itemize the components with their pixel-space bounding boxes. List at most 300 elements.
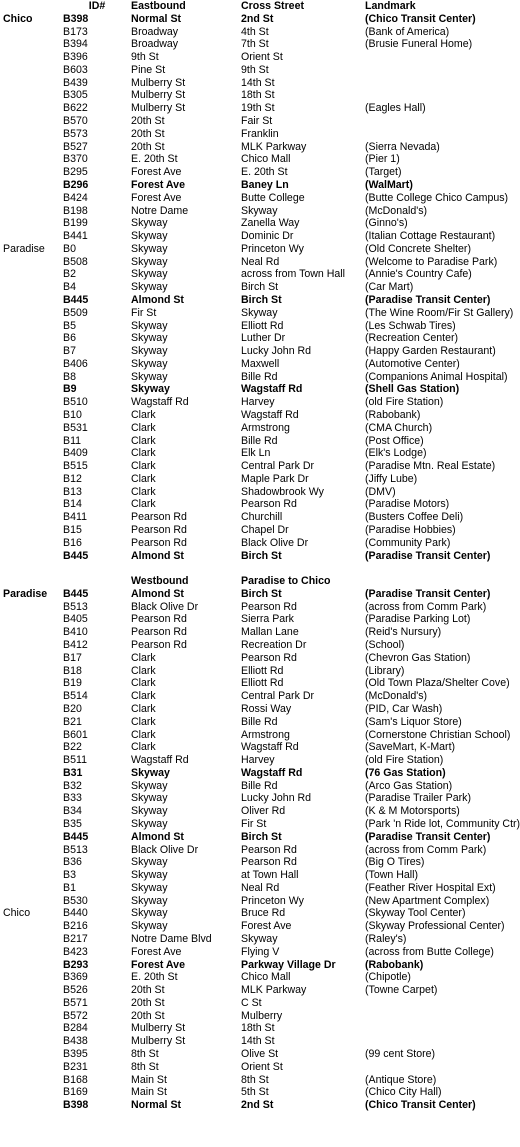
table-row bbox=[0, 192, 500, 205]
stop-id-cell: B573 bbox=[63, 127, 88, 140]
landmark-cell bbox=[365, 128, 500, 141]
area-cell bbox=[0, 754, 63, 767]
table-row bbox=[0, 703, 500, 716]
landmark-header: Landmark bbox=[365, 0, 416, 12]
area-cell bbox=[0, 652, 63, 665]
table-row bbox=[0, 997, 500, 1010]
landmark-cell: (Raley's) bbox=[365, 933, 407, 946]
street-cell: Black Olive Dr bbox=[131, 843, 199, 856]
landmark-cell: (Towne Carpet) bbox=[365, 984, 438, 997]
street-cell: Almond St bbox=[131, 830, 184, 843]
street-cell: Skyway bbox=[131, 779, 168, 792]
landmark-cell: (76 Gas Station) bbox=[365, 766, 446, 779]
street-cell: Skyway bbox=[131, 817, 168, 830]
street-cell: Skyway bbox=[131, 805, 168, 818]
landmark-cell: (Eagles Hall) bbox=[365, 102, 426, 115]
cross-street-cell: 4th St bbox=[241, 25, 269, 38]
cross-street-cell: E. 20th St bbox=[241, 166, 288, 179]
landmark-cell: (Paradise Hobbies) bbox=[365, 524, 456, 537]
area-cell: Paradise bbox=[3, 242, 45, 255]
cross-street-cell: Chapel Dr bbox=[241, 524, 289, 537]
stop-id-cell: B199 bbox=[63, 217, 88, 230]
street-cell: Fir St bbox=[131, 306, 157, 319]
street-cell: Notre Dame Blvd bbox=[131, 933, 212, 946]
area-cell bbox=[0, 716, 63, 729]
street-cell: Notre Dame bbox=[131, 204, 189, 217]
cross-street-cell: Fair St bbox=[241, 115, 273, 128]
street-cell: E. 20th St bbox=[131, 971, 178, 984]
stop-id-cell: B445 bbox=[63, 293, 89, 306]
table-row bbox=[0, 1061, 500, 1074]
area-cell bbox=[0, 984, 63, 997]
street-cell: Skyway bbox=[131, 894, 168, 907]
street-cell: 20th St bbox=[131, 115, 165, 128]
stop-id-cell: B2 bbox=[63, 268, 76, 281]
table-row bbox=[0, 882, 500, 895]
street-cell: Skyway bbox=[131, 881, 168, 894]
landmark-cell: (Les Schwab Tires) bbox=[365, 319, 456, 332]
area-cell bbox=[0, 741, 63, 754]
table-row bbox=[0, 115, 500, 128]
stop-id-cell: B508 bbox=[63, 255, 88, 268]
cross-street-cell: Wagstaff Rd bbox=[241, 383, 303, 396]
street-cell: Pearson Rd bbox=[131, 536, 187, 549]
stop-id-cell: B398 bbox=[63, 12, 89, 25]
landmark-cell: (Chipotle) bbox=[365, 971, 411, 984]
cross-street-cell: Harvey bbox=[241, 754, 275, 767]
landmark-cell: (The Wine Room/Fir St Gallery) bbox=[365, 306, 514, 319]
stop-id-cell: B34 bbox=[63, 805, 82, 818]
cross-street-cell: 5th St bbox=[241, 1086, 269, 1099]
cross-street-cell: Pearson Rd bbox=[241, 498, 297, 511]
area-cell bbox=[0, 486, 63, 499]
area-cell bbox=[0, 1061, 63, 1074]
landmark-cell: (Paradise Transit Center) bbox=[365, 293, 491, 306]
area-cell bbox=[0, 613, 63, 626]
street-cell: Main St bbox=[131, 1073, 167, 1086]
area-cell bbox=[0, 869, 63, 882]
cross-street-cell: Neal Rd bbox=[241, 881, 280, 894]
cross-street-cell: C St bbox=[241, 996, 262, 1009]
table-row bbox=[0, 537, 500, 550]
stop-id-cell: B198 bbox=[63, 204, 88, 217]
landmark-cell: (DMV) bbox=[365, 485, 396, 498]
cross-street-cell: Skyway bbox=[241, 933, 278, 946]
landmark-cell: (Paradise Transit Center) bbox=[365, 830, 491, 843]
stop-id-cell: B1 bbox=[63, 881, 76, 894]
street-cell: Skyway bbox=[131, 920, 168, 933]
stop-id-cell: B513 bbox=[63, 600, 88, 613]
table-row bbox=[0, 613, 500, 626]
table-row bbox=[0, 895, 500, 908]
stop-id-cell: B296 bbox=[63, 178, 89, 191]
table-row bbox=[0, 741, 500, 754]
stop-id-cell: B17 bbox=[63, 651, 82, 664]
area-cell bbox=[0, 639, 63, 652]
landmark-cell bbox=[365, 1010, 500, 1023]
cross-street-cell: Orient St bbox=[241, 51, 283, 64]
landmark-cell: (PID, Car Wash) bbox=[365, 702, 443, 715]
table-row bbox=[0, 422, 500, 435]
landmark-cell: (Paradise Mtn. Real Estate) bbox=[365, 460, 496, 473]
area-cell bbox=[0, 192, 63, 205]
area-cell bbox=[0, 1099, 63, 1112]
cross-street-cell: Churchill bbox=[241, 511, 283, 524]
stop-id-cell: B622 bbox=[63, 102, 88, 115]
street-cell: Mulberry St bbox=[131, 1022, 186, 1035]
area-cell bbox=[0, 371, 63, 384]
stop-id-cell: B31 bbox=[63, 766, 83, 779]
cross-street-cell: Lucky John Rd bbox=[241, 792, 312, 805]
street-cell: Clark bbox=[131, 677, 156, 690]
table-row bbox=[0, 971, 500, 984]
stop-id-cell: B5 bbox=[63, 319, 76, 332]
landmark-cell: (Companions Animal Hospital) bbox=[365, 370, 508, 383]
table-row bbox=[0, 486, 500, 499]
landmark-cell bbox=[365, 1061, 500, 1074]
stop-id-cell: B3 bbox=[63, 869, 76, 882]
stop-id-cell: B570 bbox=[63, 115, 88, 128]
table-row bbox=[0, 153, 500, 166]
area-cell bbox=[0, 294, 63, 307]
cross-street-cell: 18th St bbox=[241, 1022, 275, 1035]
area-cell: Chico bbox=[3, 907, 31, 920]
stop-id-cell: B412 bbox=[63, 639, 88, 652]
stop-id-cell: B12 bbox=[63, 472, 82, 485]
table-row bbox=[0, 473, 500, 486]
table-row bbox=[0, 729, 500, 742]
street-cell: Mulberry St bbox=[131, 1035, 186, 1048]
stop-id-cell: B441 bbox=[63, 230, 88, 243]
landmark-cell: (CMA Church) bbox=[365, 421, 433, 434]
stop-id-cell: B19 bbox=[63, 677, 82, 690]
landmark-cell: (School) bbox=[365, 639, 405, 652]
area-cell bbox=[0, 409, 63, 422]
stop-id-cell: B510 bbox=[63, 396, 88, 409]
street-cell: Forest Ave bbox=[131, 191, 182, 204]
area-cell bbox=[0, 358, 63, 371]
cross-street-cell: Pearson Rd bbox=[241, 843, 297, 856]
table-row bbox=[0, 205, 500, 218]
cross-street-cell: Skyway bbox=[241, 306, 278, 319]
stop-id-cell: B445 bbox=[63, 587, 89, 600]
street-cell: Forest Ave bbox=[131, 945, 182, 958]
landmark-cell: (WalMart) bbox=[365, 178, 413, 191]
direction-header: Paradise to Chico bbox=[241, 575, 331, 588]
street-cell: Skyway bbox=[131, 255, 168, 268]
cross-street-cell: Pearson Rd bbox=[241, 856, 297, 869]
stop-id-cell: B394 bbox=[63, 38, 88, 51]
cross-street-cell: at Town Hall bbox=[241, 869, 299, 882]
street-cell: Skyway bbox=[131, 869, 168, 882]
stop-id-cell: B515 bbox=[63, 460, 88, 473]
stop-id-cell: B20 bbox=[63, 702, 82, 715]
street-cell: Clark bbox=[131, 460, 156, 473]
stop-id-cell: B531 bbox=[63, 421, 88, 434]
area-cell bbox=[0, 792, 63, 805]
eastbound-header-row bbox=[0, 0, 500, 13]
area-cell bbox=[0, 498, 63, 511]
cross-street-cell: Central Park Dr bbox=[241, 690, 314, 703]
street-cell: 8th St bbox=[131, 1060, 159, 1073]
cross-street-cell: Bille Rd bbox=[241, 370, 278, 383]
cross-street-cell: Mallan Lane bbox=[241, 626, 299, 639]
landmark-cell: (old Fire Station) bbox=[365, 396, 444, 409]
cross-street-cell: Birch St bbox=[241, 587, 282, 600]
table-row bbox=[0, 844, 500, 857]
landmark-cell: (New Apartment Complex) bbox=[365, 894, 490, 907]
street-cell: Clark bbox=[131, 421, 156, 434]
landmark-cell bbox=[365, 1035, 500, 1048]
street-cell: Clark bbox=[131, 485, 156, 498]
area-cell bbox=[0, 141, 63, 154]
cross-street-cell: Orient St bbox=[241, 1060, 283, 1073]
area-header bbox=[0, 0, 63, 13]
westbound-rows bbox=[0, 587, 520, 1112]
street-cell: Skyway bbox=[131, 242, 168, 255]
stop-id-cell: B13 bbox=[63, 485, 82, 498]
stop-id-cell: B231 bbox=[63, 1060, 88, 1073]
table-row bbox=[0, 268, 500, 281]
cross-street-cell: Fir St bbox=[241, 817, 267, 830]
table-row bbox=[0, 831, 500, 844]
landmark-cell: (Bank of America) bbox=[365, 25, 450, 38]
cross-street-cell: Princeton Wy bbox=[241, 242, 304, 255]
cross-street-cell: Central Park Dr bbox=[241, 460, 314, 473]
cross-street-cell: 2nd St bbox=[241, 12, 274, 25]
cross-street-cell: Bille Rd bbox=[241, 715, 278, 728]
landmark-cell: (Chico Transit Center) bbox=[365, 12, 476, 25]
stop-id-cell: B514 bbox=[63, 690, 88, 703]
stop-id-cell: B22 bbox=[63, 741, 82, 754]
landmark-cell bbox=[365, 1022, 500, 1035]
cross-street-cell: Armstrong bbox=[241, 728, 290, 741]
street-cell: 20th St bbox=[131, 996, 165, 1009]
area-cell bbox=[0, 332, 63, 345]
stop-id-cell: B405 bbox=[63, 613, 88, 626]
cross-street-cell: Flying V bbox=[241, 945, 280, 958]
cross-street-cell: Pearson Rd bbox=[241, 600, 297, 613]
landmark-cell: (K & M Motorsports) bbox=[365, 805, 460, 818]
area-cell bbox=[0, 895, 63, 908]
street-cell: Pearson Rd bbox=[131, 511, 187, 524]
cross-street-cell: Birch St bbox=[241, 549, 282, 562]
landmark-cell: (Elk's Lodge) bbox=[365, 447, 427, 460]
cross-street-cell: across from Town Hall bbox=[241, 268, 346, 281]
street-cell: Skyway bbox=[131, 345, 168, 358]
stop-id-cell: B445 bbox=[63, 830, 89, 843]
area-cell bbox=[0, 626, 63, 639]
area-cell bbox=[0, 818, 63, 831]
cross-street-cell: Butte College bbox=[241, 191, 305, 204]
landmark-cell: (Ginno's) bbox=[365, 217, 408, 230]
table-row bbox=[0, 588, 500, 601]
cross-street-cell: Birch St bbox=[241, 293, 282, 306]
table-row bbox=[0, 626, 500, 639]
table-row bbox=[0, 907, 500, 920]
street-cell: Skyway bbox=[131, 766, 170, 779]
landmark-cell: (Chevron Gas Station) bbox=[365, 651, 471, 664]
area-cell bbox=[0, 281, 63, 294]
cross-street-cell: 8th St bbox=[241, 1073, 269, 1086]
stop-id-cell: B406 bbox=[63, 357, 88, 370]
area-cell bbox=[0, 729, 63, 742]
stop-id-cell: B439 bbox=[63, 76, 88, 89]
cross-street-cell: Harvey bbox=[241, 396, 275, 409]
landmark-cell: (Skyway Professional Center) bbox=[365, 920, 505, 933]
area-cell bbox=[0, 435, 63, 448]
landmark-cell: (across from Comm Park) bbox=[365, 600, 487, 613]
stop-id-cell: B396 bbox=[63, 51, 88, 64]
street-cell: Clark bbox=[131, 498, 156, 511]
landmark-cell: (Paradise Transit Center) bbox=[365, 549, 491, 562]
cross-street-cell: Olive St bbox=[241, 1048, 279, 1061]
cross-street-cell: 19th St bbox=[241, 102, 275, 115]
landmark-cell: (Paradise Transit Center) bbox=[365, 587, 491, 600]
cross-street-cell: 18th St bbox=[241, 89, 275, 102]
area-cell bbox=[0, 703, 63, 716]
landmark-cell: (Rabobank) bbox=[365, 958, 424, 971]
landmark-cell: (McDonald's) bbox=[365, 204, 428, 217]
landmark-cell: (Rabobank) bbox=[365, 409, 421, 421]
table-row bbox=[0, 1086, 500, 1099]
landmark-cell: (Arco Gas Station) bbox=[365, 779, 453, 792]
area-cell bbox=[0, 460, 63, 473]
street-cell: 20th St bbox=[131, 140, 165, 153]
stop-id-cell: B571 bbox=[63, 996, 88, 1009]
street-cell: Skyway bbox=[131, 856, 168, 869]
landmark-cell: (Recreation Center) bbox=[365, 332, 459, 345]
street-cell: Skyway bbox=[131, 370, 168, 383]
landmark-cell: (Paradise Motors) bbox=[365, 498, 450, 511]
cross-street-cell: Shadowbrook Wy bbox=[241, 485, 324, 498]
area-cell bbox=[0, 524, 63, 537]
cross-street-cell: Franklin bbox=[241, 127, 279, 140]
landmark-cell: (Chico Transit Center) bbox=[365, 1099, 476, 1112]
table-row bbox=[0, 51, 500, 64]
street-cell: Clark bbox=[131, 664, 156, 677]
stop-id-cell: B9 bbox=[63, 383, 77, 396]
stop-id-cell: B572 bbox=[63, 1009, 88, 1022]
street-cell: Clark bbox=[131, 715, 156, 728]
landmark-cell: (Italian Cottage Restaurant) bbox=[365, 230, 496, 243]
cross-street-cell: Mulberry bbox=[241, 1009, 283, 1022]
table-row bbox=[0, 869, 500, 882]
street-cell: 20th St bbox=[131, 127, 165, 140]
stop-id-cell: B21 bbox=[63, 715, 82, 728]
area-cell bbox=[0, 383, 63, 396]
cross-street-cell: Baney Ln bbox=[241, 178, 289, 191]
stop-id-cell: B370 bbox=[63, 153, 88, 166]
landmark-cell: (Automotive Center) bbox=[365, 357, 460, 370]
stop-id-cell: B369 bbox=[63, 971, 88, 984]
cross-street-cell: 2nd St bbox=[241, 1099, 274, 1112]
table-row bbox=[0, 141, 500, 154]
section-spacer bbox=[0, 562, 500, 588]
landmark-cell: (across from Comm Park) bbox=[365, 843, 487, 856]
table-row bbox=[0, 1010, 500, 1023]
landmark-cell: (Skyway Tool Center) bbox=[365, 907, 466, 920]
street-cell: Skyway bbox=[131, 332, 168, 345]
area-cell bbox=[0, 345, 63, 358]
area-cell bbox=[0, 1022, 63, 1035]
street-cell: Skyway bbox=[131, 319, 168, 332]
area-cell bbox=[0, 971, 63, 984]
stop-id-cell: B169 bbox=[63, 1086, 88, 1099]
area-cell bbox=[0, 780, 63, 793]
cross-street-cell: Pearson Rd bbox=[241, 651, 297, 664]
table-row bbox=[0, 1035, 500, 1048]
table-row bbox=[0, 601, 500, 614]
area-cell bbox=[0, 844, 63, 857]
table-row bbox=[0, 64, 500, 77]
street-cell: Clark bbox=[131, 702, 156, 715]
stop-id-cell: B601 bbox=[63, 728, 88, 741]
area-cell bbox=[0, 767, 63, 780]
table-row bbox=[0, 409, 500, 422]
stop-id-cell: B4 bbox=[63, 281, 76, 294]
landmark-cell: (Target) bbox=[365, 166, 402, 179]
stop-id-cell: B440 bbox=[63, 907, 88, 920]
street-cell: Main St bbox=[131, 1086, 167, 1099]
stop-id-cell: B36 bbox=[63, 856, 82, 869]
landmark-cell: (Jiffy Lube) bbox=[365, 472, 418, 485]
street-cell: Clark bbox=[131, 434, 156, 447]
table-row bbox=[0, 38, 500, 51]
cross-street-cell: Bille Rd bbox=[241, 779, 278, 792]
landmark-cell bbox=[365, 997, 500, 1010]
cross-street-cell: Chico Mall bbox=[241, 153, 291, 166]
cross-street-cell: Bruce Rd bbox=[241, 907, 286, 920]
table-row bbox=[0, 26, 500, 39]
cross-street-cell: Elliott Rd bbox=[241, 664, 284, 677]
area-cell bbox=[0, 677, 63, 690]
street-cell: Wagstaff Rd bbox=[131, 396, 189, 409]
street-cell: Almond St bbox=[131, 549, 184, 562]
landmark-cell: (Butte College Chico Campus) bbox=[365, 191, 509, 204]
landmark-cell: (Annie's Country Cafe) bbox=[365, 268, 472, 281]
area-cell bbox=[0, 550, 63, 563]
area-cell bbox=[0, 422, 63, 435]
stop-id-cell: B33 bbox=[63, 792, 82, 805]
table-row bbox=[0, 396, 500, 409]
landmark-cell: (Happy Garden Restaurant) bbox=[365, 345, 496, 358]
street-cell: Mulberry St bbox=[131, 76, 186, 89]
table-row bbox=[0, 933, 500, 946]
table-row bbox=[0, 716, 500, 729]
stop-id-cell: B530 bbox=[63, 894, 88, 907]
area-cell bbox=[0, 89, 63, 102]
cross-street-cell: Chico Mall bbox=[241, 971, 291, 984]
street-cell: Skyway bbox=[131, 230, 168, 243]
table-row bbox=[0, 166, 500, 179]
stop-id-cell: B293 bbox=[63, 958, 89, 971]
street-cell: Clark bbox=[131, 741, 156, 754]
cross-street-cell: Maple Park Dr bbox=[241, 472, 309, 485]
cross-street-cell: Bille Rd bbox=[241, 434, 278, 447]
table-row bbox=[0, 677, 500, 690]
table-row bbox=[0, 792, 500, 805]
eastbound-header: Eastbound bbox=[131, 0, 186, 12]
table-row bbox=[0, 984, 500, 997]
area-cell bbox=[0, 946, 63, 959]
landmark-cell: (99 cent Store) bbox=[365, 1048, 436, 1061]
cross-street-cell: Elliott Rd bbox=[241, 319, 284, 332]
cross-street-cell: Black Olive Dr bbox=[241, 536, 309, 549]
street-cell: Clark bbox=[131, 472, 156, 485]
landmark-cell: (Shell Gas Station) bbox=[365, 383, 460, 396]
street-cell: Pine St bbox=[131, 63, 166, 76]
